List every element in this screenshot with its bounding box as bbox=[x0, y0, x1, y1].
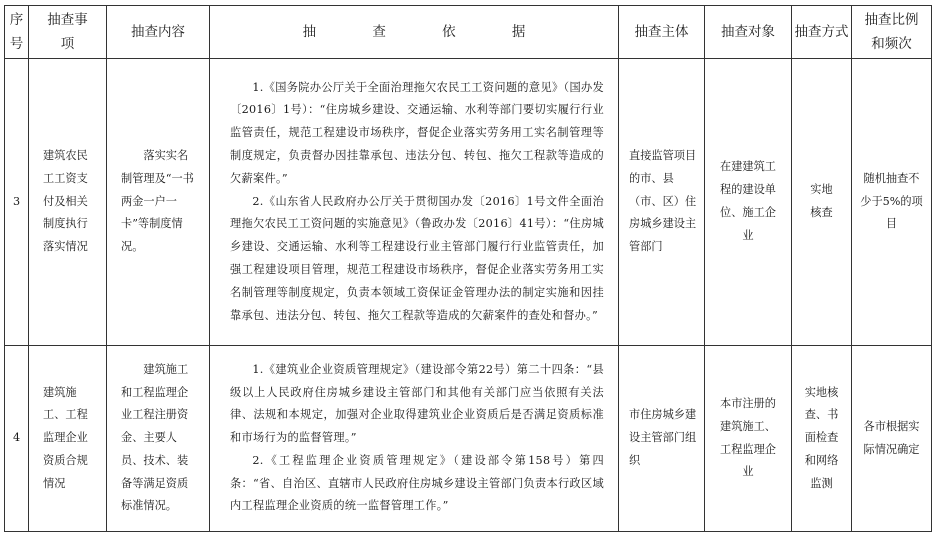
row-item: 建筑农民工工资支付及相关制度执行落实情况 bbox=[29, 59, 107, 346]
header-seq: 序号 bbox=[5, 6, 29, 59]
row-subject: 市住房城乡建设主管部门组织 bbox=[619, 346, 705, 532]
row-seq: 4 bbox=[5, 346, 29, 532]
table-row bbox=[5, 346, 932, 532]
header-item: 抽查事项 bbox=[29, 6, 107, 59]
header-subject: 抽查主体 bbox=[619, 6, 705, 59]
row-content: 落实实名制管理及“一书两金一户一卡”等制度情况。 bbox=[107, 59, 210, 346]
row-method: 实地核查、书面检查和网络监测 bbox=[792, 346, 852, 532]
row-ratio: 各市根据实际情况确定 bbox=[852, 346, 932, 532]
row-basis bbox=[210, 59, 619, 346]
row-item: 建筑施工、工程监理企业资质合规情况 bbox=[29, 346, 107, 532]
header-basis: 抽 查 依 据 bbox=[210, 6, 619, 59]
header-ratio: 抽查比例和频次 bbox=[852, 6, 932, 59]
basis-paragraph: 2.《工程监理企业资质管理规定》（建设部令第158号）第四条：“省、自治区、直辖市人民政府住房城乡建设主管部门负责本行政区域内工程监理企业资质的统一监督管理工作。” bbox=[230, 453, 604, 513]
basis-paragraph: 1.《建筑业企业资质管理规定》（建设部令第22号）第二十四条：“县级以上人民政府住房城乡建设主管部门和其他有关部门应当依照有关法律、法规和本规定，加强对企业取得建筑业企业资质后是否满足资质标准和市场行为的监督管理。” bbox=[230, 362, 604, 445]
basis-paragraph: 2.《山东省人民政府办公厅关于贯彻国办发〔2016〕1号文件全面治理拖欠农民工工资问题的实施意见》（鲁政办发〔2016〕41号）：“住房城乡建设、交通运输、水利等工程建设行业主管部门履行行业监管责任，加强工程建设项目管理，规范工程建设市场秩序，督促企业落实劳务用工实名制管理等制度规定，负责本领域工资保证金管理办法的制定实施和因挂靠承包、违法分包、转包、拖欠工程款等造成的欠薪案件的查处和督办。” bbox=[230, 194, 604, 322]
row-subject: 直接监管项目的市、县（市、区）住房城乡建设主管部门 bbox=[619, 59, 705, 346]
header-content: 抽查内容 bbox=[107, 6, 210, 59]
basis-paragraph: 1.《国务院办公厅关于全面治理拖欠农民工工资问题的意见》（国办发〔2016〕1号）：“住房城乡建设、交通运输、水利等部门要切实履行行业监管责任，规范工程建设市场秩序，督促企业落实劳务用工实名制管理等制度规定，负责督办因挂靠承包、违法分包、转包、拖欠工程款等造成的欠薪案件。” bbox=[230, 80, 604, 185]
table-row bbox=[5, 59, 932, 346]
row-method: 实地核查 bbox=[792, 59, 852, 346]
row-target: 在建建筑工程的建设单位、施工企业 bbox=[705, 59, 792, 346]
row-seq: 3 bbox=[5, 59, 29, 346]
row-basis bbox=[210, 346, 619, 532]
row-ratio: 随机抽查不少于5%的项目 bbox=[852, 59, 932, 346]
inspection-table bbox=[4, 5, 932, 532]
header-target: 抽查对象 bbox=[705, 6, 792, 59]
header-method: 抽查方式 bbox=[792, 6, 852, 59]
row-content: 建筑施工和工程监理企业工程注册资金、主要人员、技术、装备等满足资质标准情况。 bbox=[107, 346, 210, 532]
row-target: 本市注册的建筑施工、工程监理企业 bbox=[705, 346, 792, 532]
header-row bbox=[5, 6, 932, 59]
